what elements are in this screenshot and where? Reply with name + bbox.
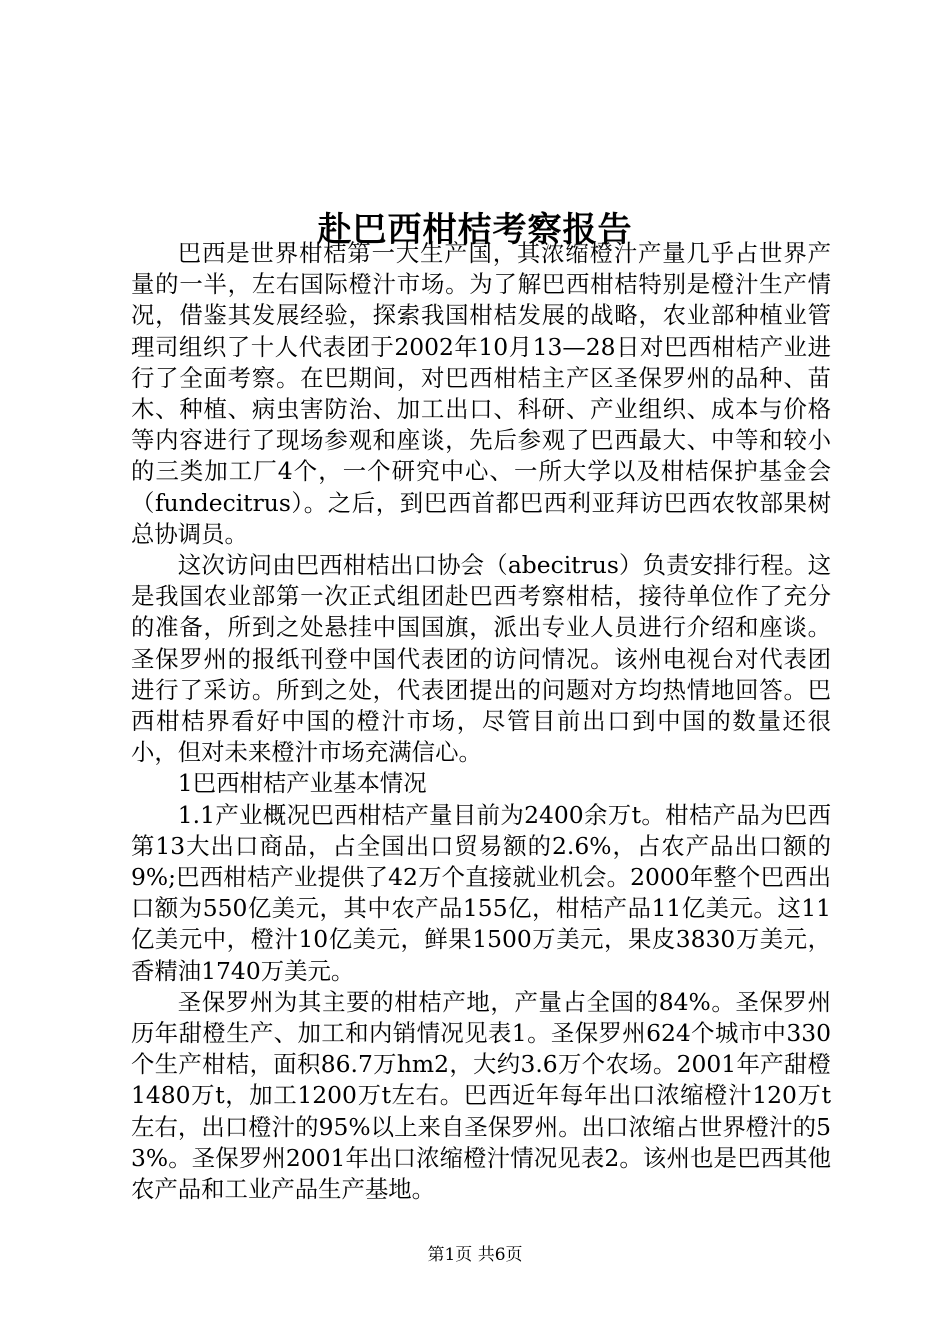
section-heading: 1巴西柑桔产业基本情况: [177, 769, 427, 798]
page-number-footer: 第1页 共6页: [427, 1245, 523, 1265]
paragraph-industry-overview: 1.1产业概况巴西柑桔产量目前为2400余万t。柑桔产品为巴西第13大出口商品，占全国出口贸易额的2.6%，占农产品出口额的9%;巴西柑桔产业提供了42万个直接就业机会。2000年整个巴西出口额为550亿美元，其中农产品155亿，柑桔产品11亿美元。这11亿美元中，橙汁10亿美元，鲜果1500万美元，果皮3830万美元，香精油1740万美元。: [131, 800, 831, 985]
document-body: [131, 238, 831, 1205]
page-title: 赴巴西柑桔考察报告: [317, 209, 633, 250]
paragraph-visit: 这次访问由巴西柑桔出口协会（abecitrus）负责安排行程。这是我国农业部第一次正式组团赴巴西考察柑桔，接待单位作了充分的准备，所到之处悬挂中国国旗，派出专业人员进行介绍和座谈。圣保罗州的报纸刊登中国代表团的访问情况。该州电视台对代表团进行了采访。所到之处，代表团提出的问题对方均热情地回答。巴西柑桔界看好中国的橙汁市场，尽管目前出口到中国的数量还很小，但对未来橙汁市场充满信心。: [131, 551, 831, 767]
paragraph-intro: 巴西是世界柑桔第一大生产国，其浓缩橙汁产量几乎占世界产量的一半，左右国际橙汁市场。为了解巴西柑桔特别是橙汁生产情况，借鉴其发展经验，探索我国柑桔发展的战略，农业部种植业管理司组织了十人代表团于2002年10月13—28日对巴西柑桔产业进行了全面考察。在巴期间，对巴西柑桔主产区圣保罗州的品种、苗木、种植、病虫害防治、加工出口、科研、产业组织、成本与价格等内容进行了现场参观和座谈，先后参观了巴西最大、中等和较小的三类加工厂4个，一个研究中心、一所大学以及柑桔保护基金会（fundecitrus）。之后，到巴西首都巴西利亚拜访巴西农牧部果树总协调员。: [131, 239, 831, 548]
paragraph-sao-paulo: 圣保罗州为其主要的柑桔产地，产量占全国的84%。圣保罗州历年甜橙生产、加工和内销情况见表1。圣保罗州624个城市中330个生产柑桔，面积86.7万hm2，大约3.6万个农场。2001年产甜橙1480万t，加工1200万t左右。巴西近年每年出口浓缩橙汁120万t左右，出口橙汁的95%以上来自圣保罗州。出口浓缩占世界橙汁的53%。圣保罗州2001年出口浓缩橙汁情况见表2。该州也是巴西其他农产品和工业产品生产基地。: [131, 987, 831, 1204]
